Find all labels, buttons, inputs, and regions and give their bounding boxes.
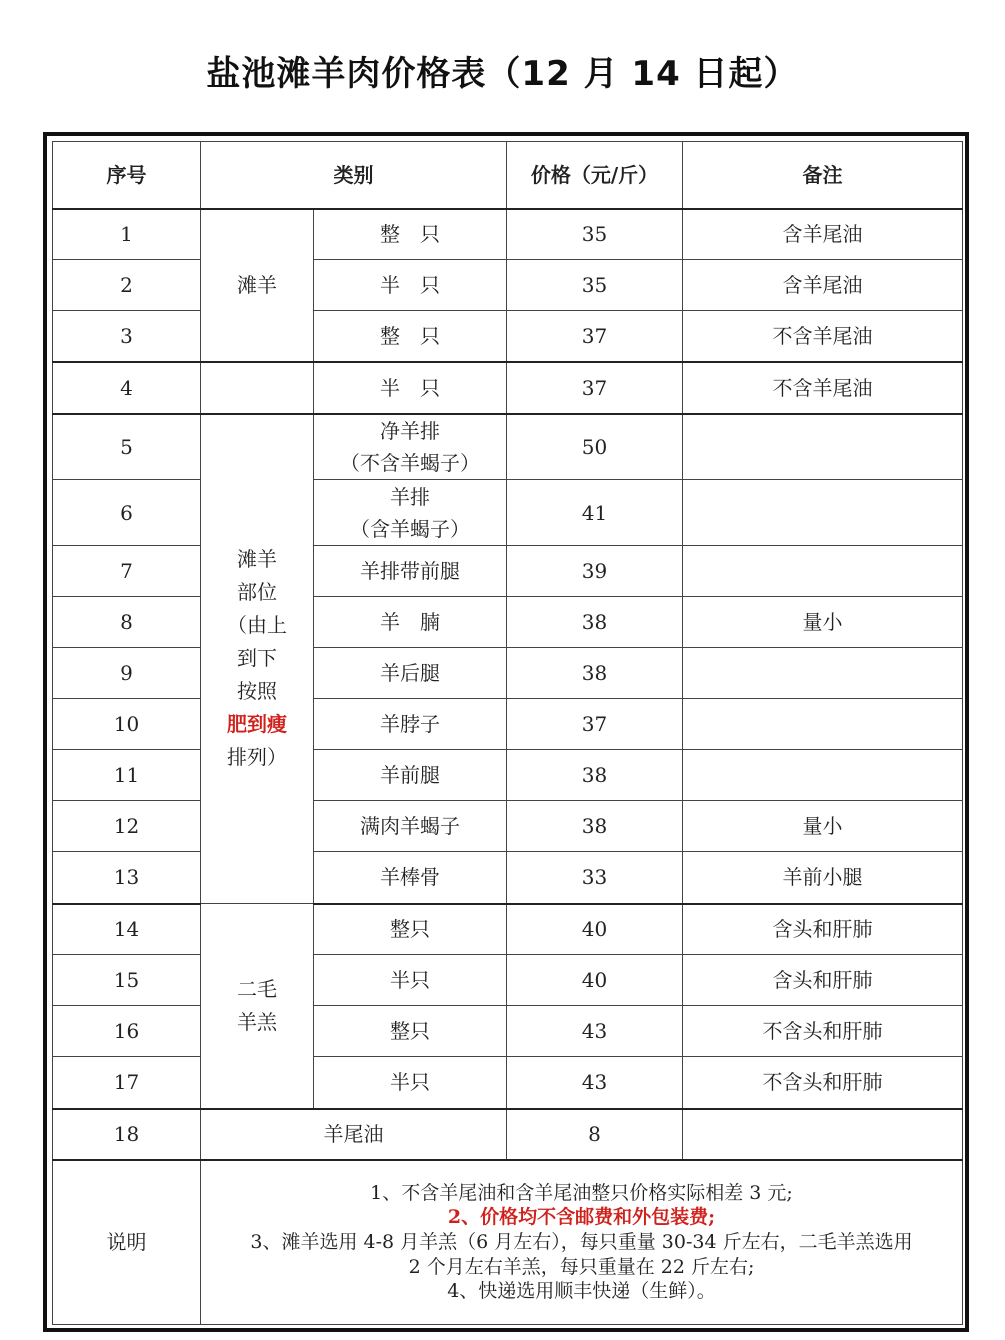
row-price: 40 [507, 904, 683, 955]
header-price: 价格（元/斤） [507, 142, 683, 209]
row-item-main: 净羊排 [380, 418, 440, 443]
row-note: 含羊尾油 [683, 209, 963, 260]
group-ermao [201, 904, 314, 1109]
table-row [53, 311, 963, 362]
table-row [53, 750, 963, 801]
table-row [53, 362, 963, 414]
row-note [683, 480, 963, 546]
header-seq: 序号 [53, 142, 201, 209]
row-note: 不含羊尾油 [683, 362, 963, 414]
row-price: 43 [507, 1057, 683, 1109]
group-parts-line: 滩羊 [237, 547, 277, 572]
group-ermao-line: 二毛 [237, 976, 277, 1001]
row-price: 38 [507, 801, 683, 852]
row-item: 羊 腩 [314, 597, 507, 648]
header-category: 类别 [201, 142, 507, 209]
row-item: 羊脖子 [314, 699, 507, 750]
row-price: 35 [507, 209, 683, 260]
row-item: 整 只 [314, 209, 507, 260]
group-parts-highlight: 肥到瘦 [227, 712, 287, 737]
row-price: 38 [507, 750, 683, 801]
row-item: 满肉羊蝎子 [314, 801, 507, 852]
group-spacer [201, 362, 314, 414]
row-number: 8 [53, 597, 201, 648]
row-note: 不含头和肝肺 [683, 1057, 963, 1109]
row-number: 1 [53, 209, 201, 260]
table-row [53, 480, 963, 546]
row-note: 量小 [683, 597, 963, 648]
note-line-highlight: 2、价格均不含邮费和外包装费; [447, 1206, 716, 1229]
note-line: 4、快递选用顺丰快递（生鲜）。 [447, 1280, 716, 1303]
group-ermao-line: 羊羔 [237, 1009, 277, 1034]
row-note: 不含羊尾油 [683, 311, 963, 362]
row-number: 14 [53, 904, 201, 955]
note-line: 3、滩羊选用 4-8 月羊羔（6 月左右），每只重量 30-34 斤左右，二毛羊羔选用 [250, 1230, 913, 1253]
table-row [53, 1109, 963, 1160]
row-price: 8 [507, 1109, 683, 1160]
row-note: 含头和肝肺 [683, 955, 963, 1006]
group-parts [201, 414, 314, 904]
row-note [683, 750, 963, 801]
row-item: 羊后腿 [314, 648, 507, 699]
table-row [53, 546, 963, 597]
row-price: 35 [507, 260, 683, 311]
row-price: 37 [507, 311, 683, 362]
row-note [683, 546, 963, 597]
row-item: 半只 [314, 955, 507, 1006]
row-item: 整只 [314, 1006, 507, 1057]
table-row [53, 414, 963, 480]
row-price: 39 [507, 546, 683, 597]
row-item: 羊排带前腿 [314, 546, 507, 597]
table-row [53, 904, 963, 955]
row-note [683, 414, 963, 480]
notes-row [53, 1160, 963, 1325]
row-item [314, 414, 507, 480]
note-line: 2 个月左右羊羔，每只重量在 22 斤左右; [408, 1255, 755, 1278]
header-row [53, 142, 963, 209]
row-number: 16 [53, 1006, 201, 1057]
table-row [53, 260, 963, 311]
row-item-main: 羊排 [390, 484, 430, 509]
row-item: 羊尾油 [201, 1109, 507, 1160]
group-parts-line: （由上 [227, 613, 287, 638]
row-item: 半 只 [314, 362, 507, 414]
table-row [53, 699, 963, 750]
notes-label: 说明 [53, 1160, 201, 1325]
row-price: 41 [507, 480, 683, 546]
group-parts-line: 按照 [237, 679, 277, 704]
row-price: 37 [507, 362, 683, 414]
row-item-sub: （含羊蝎子） [350, 516, 470, 541]
row-number: 11 [53, 750, 201, 801]
table-row [53, 597, 963, 648]
row-item: 羊棒骨 [314, 852, 507, 904]
table-row [53, 1057, 963, 1109]
row-price: 50 [507, 414, 683, 480]
row-price: 33 [507, 852, 683, 904]
row-price: 43 [507, 1006, 683, 1057]
row-price: 38 [507, 597, 683, 648]
row-number: 18 [53, 1109, 201, 1160]
header-note: 备注 [683, 142, 963, 209]
table-row [53, 852, 963, 904]
row-item: 整 只 [314, 311, 507, 362]
row-note [683, 648, 963, 699]
table-row [53, 209, 963, 260]
row-price: 38 [507, 648, 683, 699]
group-tanyang: 滩羊 [201, 209, 314, 362]
table-row [53, 955, 963, 1006]
row-number: 5 [53, 414, 201, 480]
note-line: 1、不含羊尾油和含羊尾油整只价格实际相差 3 元; [370, 1181, 793, 1204]
row-note: 量小 [683, 801, 963, 852]
row-number: 2 [53, 260, 201, 311]
table-row [53, 648, 963, 699]
row-number: 13 [53, 852, 201, 904]
row-number: 7 [53, 546, 201, 597]
row-number: 10 [53, 699, 201, 750]
row-price: 40 [507, 955, 683, 1006]
row-number: 9 [53, 648, 201, 699]
row-note: 含头和肝肺 [683, 904, 963, 955]
row-note: 不含头和肝肺 [683, 1006, 963, 1057]
row-price: 37 [507, 699, 683, 750]
row-note: 羊前小腿 [683, 852, 963, 904]
row-note [683, 1109, 963, 1160]
row-number: 6 [53, 480, 201, 546]
table-row [53, 801, 963, 852]
group-parts-line: 部位 [237, 580, 277, 605]
row-note: 含羊尾油 [683, 260, 963, 311]
row-number: 4 [53, 362, 201, 414]
row-item: 整只 [314, 904, 507, 955]
row-item: 半 只 [314, 260, 507, 311]
row-note [683, 699, 963, 750]
row-item [314, 480, 507, 546]
row-number: 15 [53, 955, 201, 1006]
row-item: 羊前腿 [314, 750, 507, 801]
price-table [52, 141, 963, 1325]
page-title: 盐池滩羊肉价格表（12 月 14 日起） [206, 54, 799, 94]
table-row [53, 1006, 963, 1057]
row-number: 3 [53, 311, 201, 362]
group-parts-line: 排列） [227, 745, 287, 770]
notes-body [201, 1160, 963, 1325]
group-parts-line: 到下 [237, 646, 277, 671]
row-number: 12 [53, 801, 201, 852]
row-number: 17 [53, 1057, 201, 1109]
row-item: 半只 [314, 1057, 507, 1109]
row-item-sub: （不含羊蝎子） [340, 450, 480, 475]
